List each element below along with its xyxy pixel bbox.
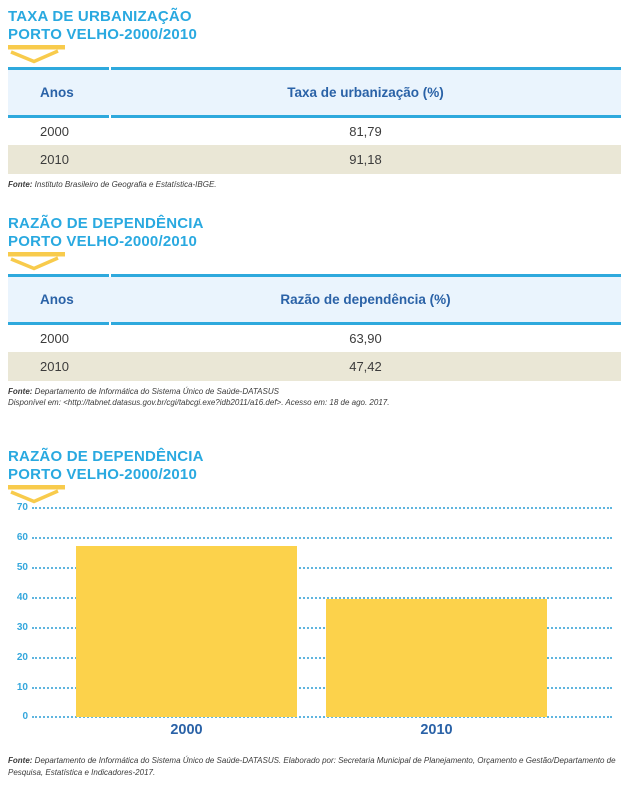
y-tick-label: 30 [16, 622, 28, 633]
source-label: Fonte: [8, 756, 33, 765]
y-tick-label: 10 [16, 682, 28, 693]
table-header-row [8, 277, 621, 322]
section-title-dependency-chart [8, 448, 621, 484]
value-cell: 63,90 [349, 331, 382, 346]
table-top-border [8, 67, 621, 70]
source-label: Fonte: [8, 387, 33, 396]
y-tick-label: 0 [22, 711, 28, 722]
source-note-datasus [8, 386, 618, 408]
title-line-2: PORTO VELHO-2000/2010 [8, 233, 198, 250]
x-axis-labels [32, 717, 612, 741]
header-bottom-border [8, 115, 621, 118]
dependency-table [8, 274, 621, 381]
table-top-border [8, 274, 621, 277]
title-line-1: RAZÃO DE DEPENDÊNCIA [8, 448, 204, 465]
title-line-1: TAXA DE URBANIZAÇÃO [8, 8, 192, 25]
table-header-row [8, 70, 621, 115]
x-axis-label-2010: 2010 [420, 722, 453, 738]
urbanization-table [8, 67, 621, 174]
bar-2010 [326, 599, 547, 718]
column-header-anos: Anos [40, 292, 74, 307]
header-bottom-border [8, 322, 621, 325]
y-tick-label: 70 [16, 502, 28, 513]
value-cell: 81,79 [349, 124, 382, 139]
yellow-triangle-icon [8, 45, 66, 64]
title-line-2: PORTO VELHO-2000/2010 [8, 466, 198, 483]
y-tick-label: 20 [16, 652, 28, 663]
column-header-taxa: Taxa de urbanização (%) [287, 85, 444, 100]
year-cell: 2010 [40, 152, 69, 167]
year-cell: 2000 [40, 331, 69, 346]
page [0, 8, 629, 807]
year-cell: 2000 [40, 124, 69, 139]
section-title-urbanization [8, 8, 621, 44]
source-line-2: Disponível em: <http://tabnet.datasus.gov.br/cgi/tabcgi.exe?idb2011/a16.def>. Acesso em: 18 de ago. 2017. [8, 398, 390, 407]
table-row [8, 145, 621, 174]
value-cell: 47,42 [349, 359, 382, 374]
section-dependency-table [8, 215, 621, 408]
title-line-2: PORTO VELHO-2000/2010 [8, 26, 198, 43]
x-axis-label-2000: 2000 [170, 722, 203, 738]
column-header-razao: Razão de dependência (%) [280, 292, 451, 307]
gridline-70 [16, 502, 612, 513]
section-title-dependency-table [8, 215, 621, 251]
source-line-1 [8, 386, 618, 397]
table-row [8, 352, 621, 381]
source-text: Departamento de Informática do Sistema Único de Saúde-DATASUS. Elaborado por: Secretaria Municipal de Planejamento, Orçamento e Gestão/Departamento de Pesquisa, Estatística e Indicadores-2017. [8, 756, 616, 777]
column-header-anos: Anos [40, 85, 74, 100]
source-note-ibge [8, 179, 618, 190]
gridline-60 [16, 532, 612, 543]
dependency-ratio-bar-chart [8, 502, 621, 741]
section-urbanization [8, 8, 621, 190]
value-cell: 91,18 [349, 152, 382, 167]
source-note-chart [8, 755, 618, 779]
source-text: Departamento de Informática do Sistema Único de Saúde-DATASUS [32, 387, 279, 396]
source-text: Instituto Brasileiro de Geografia e Estatística-IBGE. [32, 180, 217, 189]
y-tick-label: 40 [16, 592, 28, 603]
bar-2000 [76, 546, 297, 717]
y-tick-label: 50 [16, 562, 28, 573]
section-dependency-chart [8, 448, 621, 779]
y-tick-label: 60 [16, 532, 28, 543]
source-label: Fonte: [8, 180, 33, 189]
table-row [8, 325, 621, 352]
table-row [8, 118, 621, 145]
year-cell: 2010 [40, 359, 69, 374]
title-line-1: RAZÃO DE DEPENDÊNCIA [8, 215, 204, 232]
chart-plot [16, 502, 612, 722]
yellow-triangle-icon [8, 252, 66, 271]
